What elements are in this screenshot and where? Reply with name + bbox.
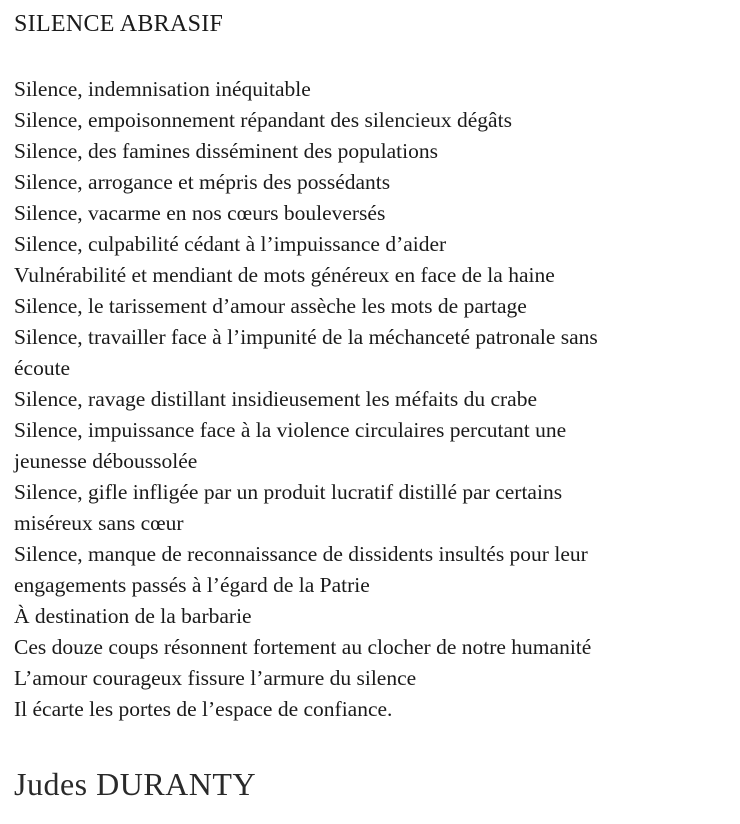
poem-line: Silence, indemnisation inéquitable	[14, 77, 311, 101]
poem-title: SILENCE ABRASIF	[14, 11, 224, 37]
poem-line: écoute	[14, 356, 71, 380]
poem-line: jeunesse déboussolée	[14, 449, 198, 473]
poem-line: Silence, impuissance face à la violence circulaires percutant une	[14, 418, 567, 442]
poem-line: Silence, manque de reconnaissance de dissidents insultés pour leur	[14, 542, 588, 566]
poem-line: Vulnérabilité et mendiant de mots généreux en face de la haine	[14, 263, 555, 287]
poem-line: Silence, des famines disséminent des populations	[14, 139, 438, 163]
poem-line: Silence, ravage distillant insidieusement les méfaits du crabe	[14, 387, 538, 411]
author-signature: Judes DURANTY	[14, 766, 257, 802]
poem-line: Silence, travailler face à l’impunité de la méchanceté patronale sans	[14, 325, 598, 349]
poem-line: Ces douze coups résonnent fortement au clocher de notre humanité	[14, 635, 592, 659]
poem-line: Silence, culpabilité cédant à l’impuissance d’aider	[14, 232, 447, 256]
poem-line: engagements passés à l’égard de la Patrie	[14, 573, 370, 597]
poem-line: L’amour courageux fissure l’armure du silence	[14, 666, 417, 690]
poem-body	[14, 74, 734, 725]
poem-line: Silence, le tarissement d’amour assèche les mots de partage	[14, 294, 527, 318]
poem-line: Silence, empoisonnement répandant des silencieux dégâts	[14, 108, 512, 132]
poem-line: miséreux sans cœur	[14, 511, 184, 535]
poem-line: À destination de la barbarie	[14, 604, 252, 628]
poem-line: Silence, arrogance et mépris des possédants	[14, 170, 391, 194]
poem-line: Il écarte les portes de l’espace de confiance.	[14, 697, 393, 721]
poem-line: Silence, gifle infligée par un produit lucratif distillé par certains	[14, 480, 563, 504]
poem-line: Silence, vacarme en nos cœurs bouleversés	[14, 201, 386, 225]
